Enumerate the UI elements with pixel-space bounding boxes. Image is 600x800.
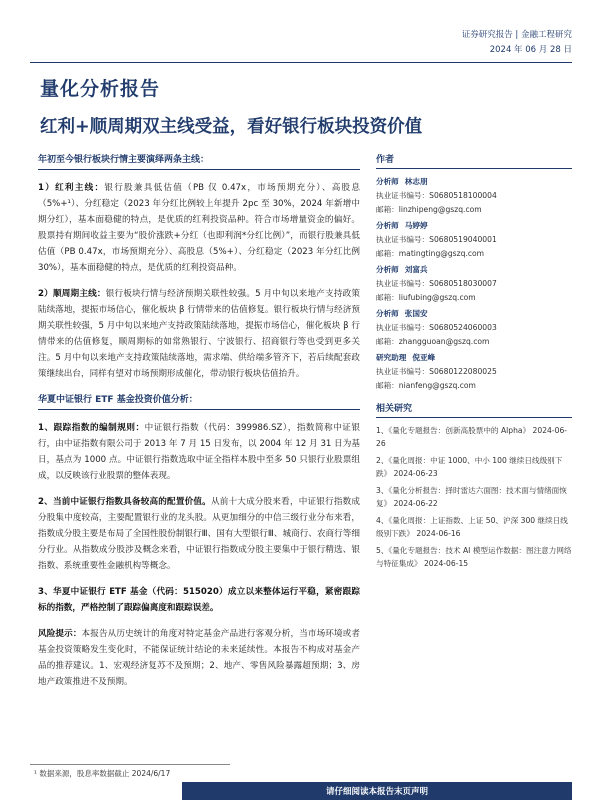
paragraph-text: 中证银行指数（代码：399986.SZ），指数简称中证银行，由中证指数有限公司于 2013 年 7 月 15 日发布，以 2004 年 12 月 31 日为基日，基点为 1000 点。中证银行指数选取中证全指样本股中至多 50 只银行业股票组成，以反映该行业股票的整体表现。 — [38, 423, 360, 481]
paragraph-text: 银行股兼具低估值（PB 仅 0.47x，市场预期充分）、高股息（5%+¹）、分红稳定（2023 年分红比例较上年提升 2pc 至 30%，2024 年新增中期分红），基本面稳健的特点，是优质的红利投资品种。符合市场增量资金的偏好。股票持有期间收益主要为“股价涨跌+分红（也即利润*分红比例）”，而银行股兼具低估值（PB 0.47x，市场预期充分）、高股息（5%+）、分红稳定（2023 年分红比例 30%），基本面稳健的特点，是优质的红利投资品种。 — [38, 183, 361, 273]
analyst-cert: 执业证书编号：S0680518030007 — [376, 279, 497, 288]
authors-heading: 作者 — [376, 152, 572, 169]
header-divider — [30, 62, 572, 63]
main-column — [38, 152, 360, 700]
risk-lead: 风险提示： — [38, 629, 82, 639]
analyst-email[interactable]: 邮箱：liufubing@gszq.com — [376, 293, 476, 302]
related-report-link[interactable]: 2、《量化周报：中证 1000、中小 100 继续日线级别下跌》 2024-06-23 — [376, 456, 563, 478]
paragraph-text: 从前十大成分股来看，中证银行指数成分股集中度较高，主要配置银行业的龙头股。从更加细分的中信三级行业分布来看，指数成分股主要是布局了全国性股份制银行Ⅲ、国有大型银行Ⅲ、城商行、农商行等细分行业。从指数成分股涉及概念来看，中证银行指数成分股主要集中于银行精选、银指数、系统重要性金融机构等概念。 — [38, 497, 360, 571]
analyst-cert: 执业证书编号：S0680524060003 — [376, 323, 497, 332]
analyst-role: 分析师 — [376, 177, 399, 186]
analyst-email[interactable]: 邮箱：linzhipeng@gszq.com — [376, 205, 482, 214]
disclaimer-banner: 请仔细阅读本报告末页声明 — [182, 782, 572, 800]
analyst-cert: 执业证书编号：S0680518100004 — [376, 191, 497, 200]
related-report-link[interactable]: 1、《量化专题报告：创新高股票中的 Alpha》 2024-06-26 — [376, 426, 568, 448]
paragraph-index-rules — [38, 420, 360, 484]
footnote-divider — [30, 764, 230, 765]
analyst-entry — [376, 175, 572, 217]
analyst-list — [376, 175, 572, 393]
paragraph-dividend — [38, 180, 360, 276]
paragraph-lead: 2、当前中证银行指数具备较高的配置价值。 — [38, 497, 211, 507]
related-report-link[interactable]: 4、《量化周报：上证指数、上证 50、沪深 300 继续日线级别下跌》 2024-06-16 — [376, 516, 568, 538]
page-title: 红利+顺周期双主线受益，看好银行板块投资价值 — [40, 117, 423, 137]
analyst-name: 林志朋 — [404, 177, 428, 186]
analyst-role: 分析师 — [376, 309, 399, 318]
paragraph-cyclical — [38, 286, 360, 382]
brand-line: 证券研究报告 | 金融工程研究 — [461, 30, 572, 40]
risk-warning — [38, 626, 360, 690]
paragraph-text: 银行板块行情与经济预期关联性较强。5 月中旬以来地产支持政策陆续落地，提振市场信心，催化板块 β 行情带来的估值修复。银行板块行情与经济预期关联性较强，5 月中旬以来地产支持政策陆续落地，提振市场信心，催化板块 β 行情带来的估值修复，顺周期标的如常熟银行、宁波银行、招商银行等也受到更多关注。5 月中旬以来地产支持政策陆续落地，需求端、供给端多管齐下，若后续配套政策继续出台，同样有望对市场预期形成催化，带动银行板块估值抬升。 — [38, 289, 360, 379]
doc-type: 量化分析报告 — [40, 78, 161, 100]
analyst-entry — [376, 263, 572, 305]
related-report-link[interactable]: 5、《量化专题报告：技术 AI 模型运作数据：图注意力网络与特征集成》 2024-06-15 — [376, 546, 572, 568]
analyst-name: 张国安 — [404, 309, 428, 318]
section-heading-themes: 年初至今银行板块行情主要演绎两条主线： — [38, 152, 360, 170]
report-header — [462, 28, 572, 58]
analyst-email[interactable]: 邮箱：zhangguoan@gszq.com — [376, 337, 490, 346]
sidebar — [376, 152, 572, 574]
analyst-entry — [376, 307, 572, 349]
paragraph-lead: 1）红利主线： — [38, 183, 105, 193]
analyst-name: 倪亚峰 — [412, 353, 436, 362]
analyst-cert: 执业证书编号：S0680122080025 — [376, 367, 497, 376]
analyst-cert: 执业证书编号：S0680519040001 — [376, 235, 497, 244]
analyst-name: 马婷婷 — [404, 221, 428, 230]
analyst-name: 刘富兵 — [404, 265, 428, 274]
analyst-role: 研究助理 — [376, 353, 407, 362]
analyst-entry — [376, 219, 572, 261]
paragraph-lead: 1、跟踪指数的编制规则： — [38, 423, 145, 433]
footnote: ¹ 数据来源，股息率数据截止 2024/6/17 — [34, 769, 171, 778]
paragraph-etf — [38, 584, 360, 616]
paragraph-text: 3、华夏中证银行 ETF 基金（代码：515020）成立以来整体运行平稳，紧密跟踪标的指数，严格控制了跟踪偏离度和跟踪误差。 — [38, 587, 360, 613]
analyst-role: 分析师 — [376, 265, 399, 274]
risk-text: 本报告从历史统计的角度对特定基金产品进行客观分析，当市场环境或者基金投资策略发生变化时，不能保证统计结论的未来延续性。本报告不构成对基金产品的推荐建议。1、宏观经济复苏不及预期；2、地产、零售风险暴露超预期；3、房地产政策推进不及预期。 — [38, 629, 360, 687]
analyst-role: 分析师 — [376, 221, 399, 230]
paragraph-lead: 2）顺周期主线： — [38, 289, 106, 299]
section-heading-etf: 华夏中证银行 ETF 基金投资价值分析： — [38, 392, 360, 410]
report-date: 2024 年 06 月 28 日 — [489, 45, 572, 55]
related-list — [376, 424, 572, 570]
analyst-entry — [376, 351, 572, 393]
related-heading: 相关研究 — [376, 401, 572, 418]
related-report-link[interactable]: 3、《量化分析报告：择时雷达六面图：技术面与情绪面恢复》 2024-06-22 — [376, 486, 567, 508]
paragraph-allocation — [38, 494, 360, 574]
analyst-email[interactable]: 邮箱：matingting@gszq.com — [376, 249, 485, 258]
analyst-email[interactable]: 邮箱：nianfeng@gszq.com — [376, 381, 476, 390]
